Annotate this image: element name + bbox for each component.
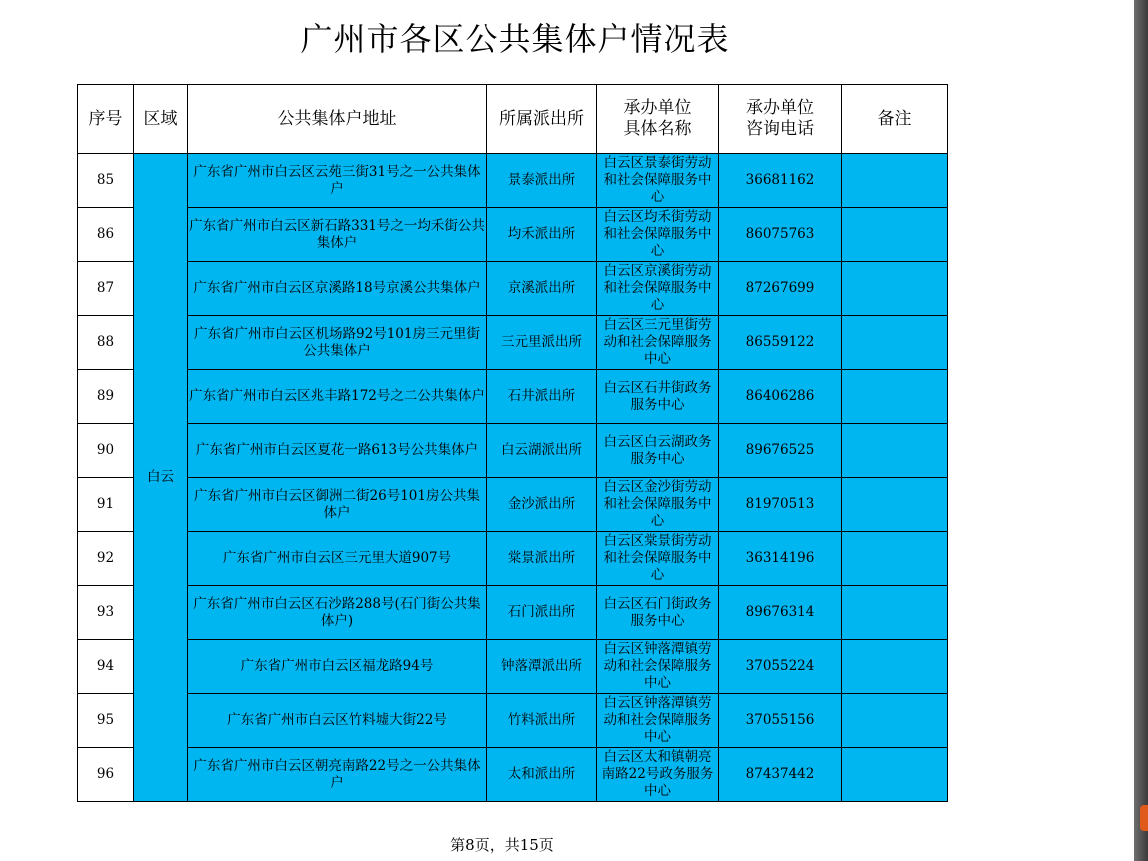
header-phone-line1: 承办单位 <box>746 98 814 118</box>
row-note <box>842 694 948 748</box>
page-title: 广州市各区公共集体户情况表 <box>300 20 730 58</box>
row-unit-text: 白云区白云湖政务服务中心 <box>603 433 712 467</box>
row-police: 均禾派出所 <box>487 208 597 262</box>
header-phone <box>719 85 842 154</box>
row-police: 景泰派出所 <box>487 154 597 208</box>
row-unit-text: 白云区京溪街劳动和社会保障服务中心 <box>603 263 712 313</box>
row-unit <box>597 316 719 370</box>
row-police: 竹料派出所 <box>487 694 597 748</box>
header-unit-line1: 承办单位 <box>623 98 692 118</box>
row-unit-text: 白云区太和镇朝亮南路22号政务服务中心 <box>601 749 714 799</box>
row-unit <box>597 154 719 208</box>
row-phone: 87437442 <box>719 748 842 802</box>
row-note <box>842 208 948 262</box>
table-row <box>78 208 948 262</box>
table-row <box>78 748 948 802</box>
row-phone: 89676314 <box>719 586 842 640</box>
collective-household-table <box>77 84 948 802</box>
row-seq: 86 <box>78 208 134 262</box>
row-unit <box>597 640 719 694</box>
row-seq: 90 <box>78 424 134 478</box>
row-address: 广东省广州市白云区云苑三街31号之一公共集体户 <box>188 154 487 208</box>
row-unit <box>597 478 719 532</box>
row-phone: 37055224 <box>719 640 842 694</box>
row-unit <box>597 424 719 478</box>
header-unit <box>597 85 719 154</box>
table-header-row <box>78 85 948 154</box>
table-row <box>78 532 948 586</box>
row-seq: 87 <box>78 262 134 316</box>
table-row <box>78 316 948 370</box>
table-body <box>78 154 948 802</box>
row-unit-text: 白云区石门街政务服务中心 <box>603 595 712 629</box>
table-row <box>78 424 948 478</box>
row-unit-text: 白云区棠景街劳动和社会保障服务中心 <box>603 533 712 583</box>
row-address: 广东省广州市白云区御洲二街26号101房公共集体户 <box>188 478 487 532</box>
row-unit <box>597 262 719 316</box>
table-row <box>78 640 948 694</box>
row-police: 石门派出所 <box>487 586 597 640</box>
row-address: 广东省广州市白云区兆丰路172号之二公共集体户 <box>188 370 487 424</box>
row-seq: 94 <box>78 640 134 694</box>
row-phone: 86406286 <box>719 370 842 424</box>
header-unit-line2: 具体名称 <box>623 119 692 139</box>
row-seq: 89 <box>78 370 134 424</box>
row-phone: 81970513 <box>719 478 842 532</box>
header-police: 所属派出所 <box>487 85 597 154</box>
table-row <box>78 694 948 748</box>
viewer-scrollbar-gutter[interactable] <box>1134 0 1148 861</box>
row-unit <box>597 370 719 424</box>
table-row <box>78 154 948 208</box>
row-address: 广东省广州市白云区竹料墟大街22号 <box>188 694 487 748</box>
row-police: 钟落潭派出所 <box>487 640 597 694</box>
row-note <box>842 424 948 478</box>
row-note <box>842 262 948 316</box>
row-seq: 91 <box>78 478 134 532</box>
row-phone: 86075763 <box>719 208 842 262</box>
row-phone: 89676525 <box>719 424 842 478</box>
row-note <box>842 640 948 694</box>
row-unit <box>597 586 719 640</box>
row-seq: 95 <box>78 694 134 748</box>
row-unit-text: 白云区景泰街劳动和社会保障服务中心 <box>603 155 712 205</box>
row-address: 广东省广州市白云区新石路331号之一均禾街公共集体户 <box>188 208 487 262</box>
row-note <box>842 154 948 208</box>
row-police: 白云湖派出所 <box>487 424 597 478</box>
row-unit <box>597 208 719 262</box>
row-seq: 96 <box>78 748 134 802</box>
viewer-side-tab[interactable] <box>1140 805 1148 831</box>
row-police: 京溪派出所 <box>487 262 597 316</box>
table-row <box>78 478 948 532</box>
header-seq: 序号 <box>78 85 134 154</box>
page-footer: 第8页，共15页 <box>450 836 554 854</box>
row-note <box>842 478 948 532</box>
row-unit-text: 白云区钟落潭镇劳动和社会保障服务中心 <box>603 695 712 745</box>
row-unit-text: 白云区三元里街劳动和社会保障服务中心 <box>603 317 712 367</box>
row-address: 广东省广州市白云区福龙路94号 <box>188 640 487 694</box>
row-unit <box>597 532 719 586</box>
row-address: 广东省广州市白云区石沙路288号(石门街公共集体户) <box>188 586 487 640</box>
row-police: 太和派出所 <box>487 748 597 802</box>
header-note: 备注 <box>842 85 948 154</box>
row-address: 广东省广州市白云区机场路92号101房三元里街公共集体户 <box>188 316 487 370</box>
row-note <box>842 586 948 640</box>
row-seq: 88 <box>78 316 134 370</box>
row-phone: 37055156 <box>719 694 842 748</box>
row-seq: 92 <box>78 532 134 586</box>
row-phone: 36314196 <box>719 532 842 586</box>
row-unit-text: 白云区均禾街劳动和社会保障服务中心 <box>603 209 712 259</box>
header-phone-line2: 咨询电话 <box>746 119 814 139</box>
row-note <box>842 370 948 424</box>
row-unit-text: 白云区钟落潭镇劳动和社会保障服务中心 <box>603 641 712 691</box>
row-police: 棠景派出所 <box>487 532 597 586</box>
row-address: 广东省广州市白云区京溪路18号京溪公共集体户 <box>188 262 487 316</box>
row-unit <box>597 694 719 748</box>
row-address: 广东省广州市白云区三元里大道907号 <box>188 532 487 586</box>
row-police: 金沙派出所 <box>487 478 597 532</box>
table-row <box>78 262 948 316</box>
table-row <box>78 586 948 640</box>
row-unit <box>597 748 719 802</box>
row-unit-text: 白云区金沙街劳动和社会保障服务中心 <box>603 479 712 529</box>
row-police: 石井派出所 <box>487 370 597 424</box>
table-row <box>78 370 948 424</box>
row-note <box>842 316 948 370</box>
row-phone: 86559122 <box>719 316 842 370</box>
header-address: 公共集体户地址 <box>188 85 487 154</box>
row-note <box>842 748 948 802</box>
row-police: 三元里派出所 <box>487 316 597 370</box>
row-seq: 93 <box>78 586 134 640</box>
row-seq: 85 <box>78 154 134 208</box>
row-address: 广东省广州市白云区夏花一路613号公共集体户 <box>188 424 487 478</box>
row-phone: 87267699 <box>719 262 842 316</box>
row-address: 广东省广州市白云区朝亮南路22号之一公共集体户 <box>188 748 487 802</box>
header-region: 区域 <box>134 85 188 154</box>
row-note <box>842 532 948 586</box>
row-phone: 36681162 <box>719 154 842 208</box>
row-unit-text: 白云区石井街政务服务中心 <box>603 379 712 413</box>
region-cell: 白云 <box>134 154 188 802</box>
